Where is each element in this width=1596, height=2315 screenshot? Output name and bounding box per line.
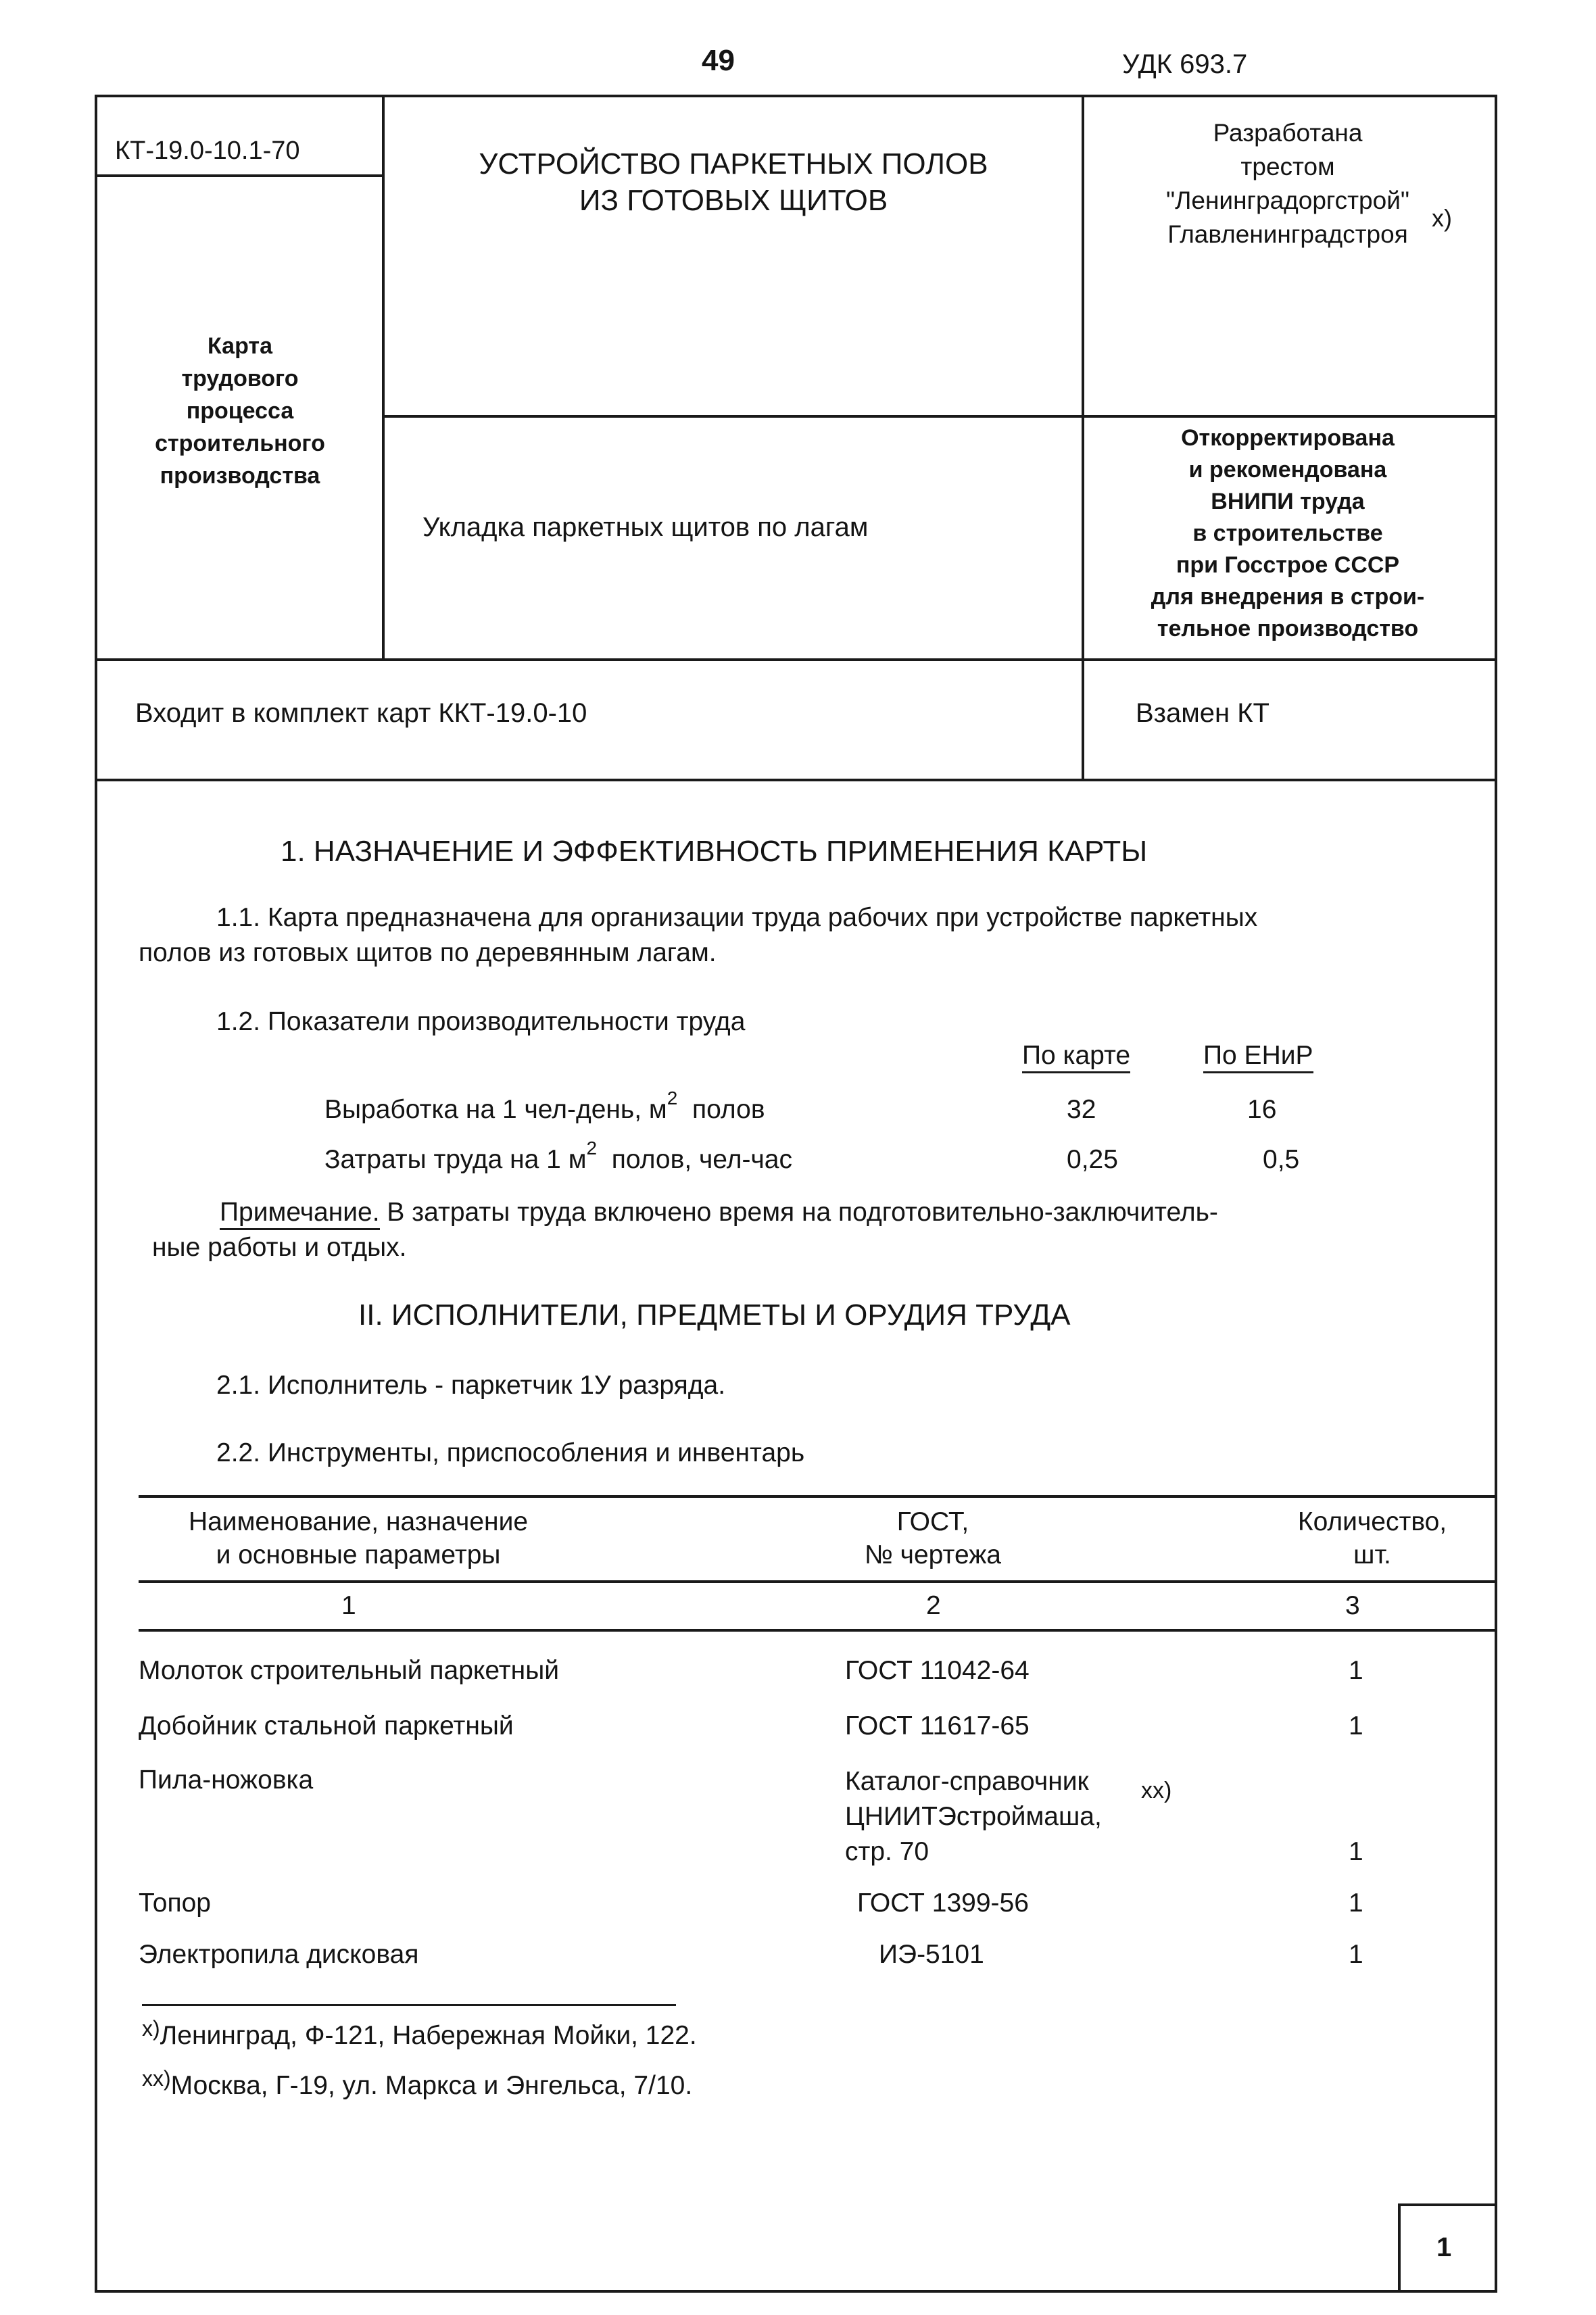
section2-heading: II. ИСПОЛНИТЕЛИ, ПРЕДМЕТЫ И ОРУДИЯ ТРУДА: [358, 1298, 1071, 1332]
table-col-number-3: 3: [1345, 1591, 1360, 1620]
footnote-2: $^{xx)}$Москва, Г-19, ул. Маркса и Энгельса, 7/10.: [142, 2066, 693, 2100]
table-row-gost: ГОСТ 11617-65: [845, 1711, 1030, 1740]
table-row: Молоток строительный паркетный: [139, 1656, 560, 1685]
page-number: 49: [702, 44, 735, 77]
frame-left-line: [95, 95, 97, 2293]
table-top-line: [139, 1495, 1495, 1498]
output-by-card: 32: [1067, 1095, 1096, 1124]
table-row-gost: ИЭ-5101: [879, 1940, 984, 1969]
labor-by-card: 0,25: [1067, 1145, 1118, 1174]
footnote-1: $^{x)}$Ленинград, Ф-121, Набережная Мойки, 122.: [142, 2016, 697, 2050]
frame-right-line: [1495, 95, 1497, 2293]
included-in-set: Входит в комплект карт ККТ-19.0-10: [135, 698, 587, 728]
table-col-number-2: 2: [926, 1591, 941, 1620]
table-row-gost: ГОСТ 11042-64: [845, 1656, 1030, 1685]
replaces: Взамен КТ: [1136, 698, 1269, 728]
footnote-separator: [142, 2004, 676, 2006]
sheet-number: 1: [1436, 2233, 1452, 2262]
table-row: Электропила дисковая: [139, 1940, 419, 1969]
output-row-label: Выработка на 1 чел-день, $м^2$ полов: [324, 1088, 765, 1124]
column-by-enir: По ЕНиР: [1203, 1040, 1313, 1073]
code-underline: [95, 174, 384, 177]
table-col-number-1: 1: [341, 1591, 356, 1620]
note: Примечание. В затраты труда включено время на подготовительно-заключитель-: [220, 1196, 1218, 1229]
header-divider-1: [382, 95, 385, 661]
table-row-quantity: 1: [1349, 1837, 1363, 1866]
table-row-quantity: 1: [1349, 1711, 1363, 1740]
column-by-card: По карте: [1022, 1040, 1130, 1073]
table-header-name: Наименование, назначение и основные параметры: [188, 1507, 529, 1569]
developed-by: Разработана трестом "Ленинградоргстрой" Главленинградстроя: [1165, 119, 1409, 248]
header-row-line: [95, 658, 1497, 661]
table-row: Добойник стальной паркетный: [139, 1711, 514, 1740]
table-header-gost: ГОСТ, № чертежа: [865, 1507, 1001, 1569]
table-numbers-line: [139, 1629, 1495, 1632]
table-header-line: [139, 1580, 1495, 1583]
header-divider-2: [1082, 95, 1084, 781]
page-title: УСТРОЙСТВО ПАРКЕТНЫХ ПОЛОВ ИЗ ГОТОВЫХ ЩИТОВ: [479, 147, 988, 217]
subtitle: Укладка паркетных щитов по лагам: [422, 512, 869, 542]
section2-paragraph2: 2.2. Инструменты, приспособления и инвентарь: [216, 1438, 805, 1467]
catalog-footnote-mark: xx): [1141, 1778, 1172, 1803]
section1-heading: 1. НАЗНАЧЕНИЕ И ЭФФЕКТИВНОСТЬ ПРИМЕНЕНИЯ КАРТЫ: [281, 835, 1148, 868]
udk-code: УДК 693.7: [1122, 49, 1248, 79]
labor-row-label: Затраты труда на 1 $м^2$ полов, чел-час: [324, 1138, 792, 1174]
header-mid-line: [382, 415, 1497, 418]
table-header-quantity: Количество, шт.: [1297, 1507, 1447, 1569]
note-line2: ные работы и отдых.: [152, 1233, 407, 1262]
table-row: Топор: [139, 1888, 211, 1918]
card-type: Карта трудового процесса строительного производства: [155, 333, 325, 489]
table-row-quantity: 1: [1349, 1656, 1363, 1685]
table-row: Пила-ножовка: [139, 1765, 314, 1795]
table-row-gost: ГОСТ 1399-56: [857, 1888, 1029, 1918]
table-row-gost-multiline: Каталог-справочник ЦНИИТЭстроймаша, стр. 70: [845, 1767, 1102, 1866]
corrected-by: Откорректирована и рекомендована ВНИПИ труда в строительстве при Госстрое СССР для внедрения в строи- тельное производство: [1151, 425, 1425, 641]
frame-top-line: [95, 95, 1497, 97]
section1-paragraph1-line2: полов из готовых щитов по деревянным лагам.: [139, 938, 717, 967]
section1-paragraph1-line1: 1.1. Карта предназначена для организации труда рабочих при устройстве паркетных: [216, 903, 1258, 932]
output-by-enir: 16: [1247, 1095, 1277, 1124]
frame-bottom-line: [95, 2290, 1497, 2293]
section1-paragraph2: 1.2. Показатели производительности труда: [216, 1007, 746, 1036]
section2-paragraph1: 2.1. Исполнитель - паркетчик 1У разряда.: [216, 1371, 726, 1400]
note-label: Примечание.: [220, 1198, 380, 1230]
developed-by-footnote-mark: x): [1432, 204, 1452, 232]
card-code: КТ-19.0-10.1-70: [115, 137, 300, 165]
labor-by-enir: 0,5: [1263, 1145, 1300, 1174]
header-bottom-line: [95, 779, 1497, 781]
table-row-quantity: 1: [1349, 1888, 1363, 1918]
table-row-quantity: 1: [1349, 1940, 1363, 1969]
